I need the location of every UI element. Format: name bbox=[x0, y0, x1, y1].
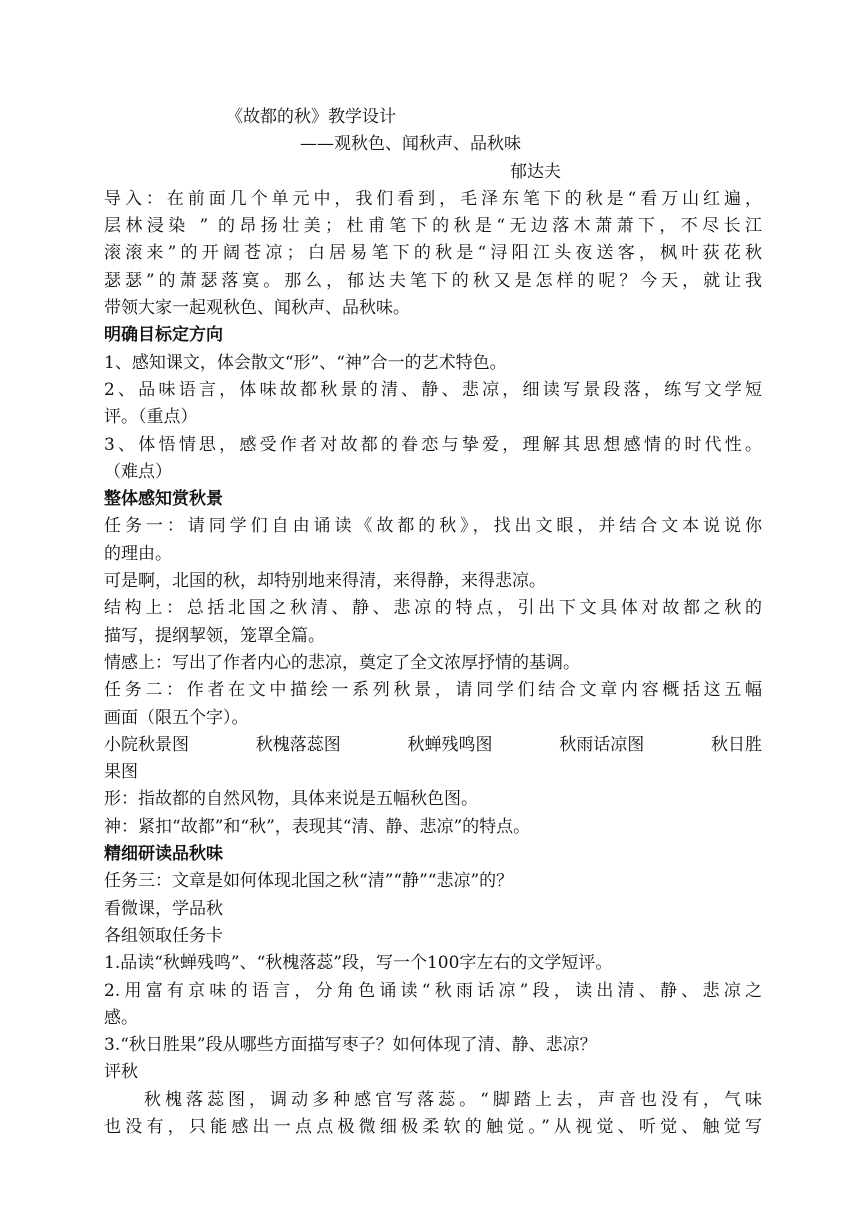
task-line: 评秋 bbox=[104, 1062, 138, 1083]
section-heading-goals: 明确目标定方向 bbox=[104, 325, 223, 346]
task-line: 任务三：文章是如何体现北国之秋“清”“静”“悲凉”的？ bbox=[104, 871, 514, 892]
picture-item: 秋雨话凉图 bbox=[559, 734, 645, 755]
task-line: 可是啊，北国的秋，却特别地来得清，来得静，来得悲凉。 bbox=[104, 571, 546, 592]
document-body bbox=[104, 104, 762, 1141]
goal-line: 3、体悟情思，感受作者对故都的眷恋与挚爱，理解其思想感情的时代性。 bbox=[104, 434, 762, 455]
task-line: 情感上：写出了作者内心的悲凉，奠定了全文浓厚抒情的基调。 bbox=[104, 652, 580, 673]
document-subtitle: ——观秋色、闻秋声、品秋味 bbox=[300, 134, 521, 155]
task-line: 神：紧扣“故都”和“秋”，表现其“清、静、悲凉”的特点。 bbox=[104, 816, 531, 837]
intro-line: 瑟瑟”的萧瑟落寞。那么，郁达夫笔下的秋又是怎样的呢？今天，就让我 bbox=[104, 270, 762, 291]
task-line: 任务二：作者在文中描绘一系列秋景，请同学们结合文章内容概括这五幅 bbox=[104, 680, 762, 701]
task-line: 各组领取任务卡 bbox=[104, 925, 223, 946]
picture-item: 秋槐落蕊图 bbox=[255, 734, 341, 755]
paragraph-line: 秋槐落蕊图，调动多种感官写落蕊。“脚踏上去，声音也没有，气味 bbox=[144, 1089, 762, 1110]
task-line: 描写，提纲挈领，笼罩全篇。 bbox=[104, 625, 325, 646]
picture-item: 小院秋景图 bbox=[104, 734, 189, 755]
task-line: 形：指故都的自然风物，具体来说是五幅秋色图。 bbox=[104, 789, 478, 810]
task-line: 1.品读“秋蝉残鸣”、“秋槐落蕊”段，写一个100字左右的文学短评。 bbox=[104, 953, 613, 974]
picture-list bbox=[104, 732, 762, 759]
goal-line: （难点） bbox=[104, 461, 172, 482]
task-line: 任务一：请同学们自由诵读《故都的秋》，找出文眼，并结合文本说说你 bbox=[104, 516, 762, 537]
picture-item: 秋蝉残鸣图 bbox=[407, 734, 493, 755]
goal-line: 1、感知课文，体会散文“形”、“神”合一的艺术特色。 bbox=[104, 352, 507, 373]
goal-line: 评。（重点） bbox=[104, 407, 198, 428]
section-heading-overview: 整体感知赏秋景 bbox=[104, 489, 223, 510]
goal-line: 2、品味语言，体味故都秋景的清、静、悲凉，细读写景段落，练写文学短 bbox=[104, 379, 762, 400]
intro-line: 导入：在前面几个单元中，我们看到，毛泽东笔下的秋是“看万山红遍， bbox=[104, 188, 762, 209]
task-line: 感。 bbox=[104, 1007, 138, 1028]
task-line: 看微课，学品秋 bbox=[104, 898, 223, 919]
task-line: 画面（限五个字）。 bbox=[104, 707, 249, 728]
intro-line: 层林浸染 ” 的昂扬壮美；杜甫笔下的秋是“无边落木萧萧下，不尽长江 bbox=[104, 216, 762, 237]
document-author: 郁达夫 bbox=[510, 161, 561, 182]
paragraph-line: 也没有，只能感出一点点极微细极柔软的触觉。”从视觉、听觉、触觉写 bbox=[104, 1116, 762, 1137]
document-title: 《故都的秋》教学设计 bbox=[226, 107, 396, 127]
picture-list-wrap: 果图 bbox=[104, 762, 138, 783]
task-line: 的理由。 bbox=[104, 543, 172, 564]
task-line: 3.“秋日胜果”段从哪些方面描写枣子？如何体现了清、静、悲凉？ bbox=[104, 1035, 597, 1056]
intro-line: 带领大家一起观秋色、闻秋声、品秋味。 bbox=[104, 298, 410, 319]
task-line: 结构上：总括北国之秋清、静、悲凉的特点，引出下文具体对故都之秋的 bbox=[104, 598, 762, 619]
section-heading-close-reading: 精细研读品秋味 bbox=[104, 844, 223, 865]
picture-item: 秋日胜 bbox=[711, 734, 762, 755]
intro-line: 滚滚来”的开阔苍凉；白居易笔下的秋是“浔阳江头夜送客，枫叶荻花秋 bbox=[104, 243, 762, 264]
task-line: 2.用富有京味的语言，分角色诵读“秋雨话凉”段，读出清、静、悲凉之 bbox=[104, 980, 762, 1001]
